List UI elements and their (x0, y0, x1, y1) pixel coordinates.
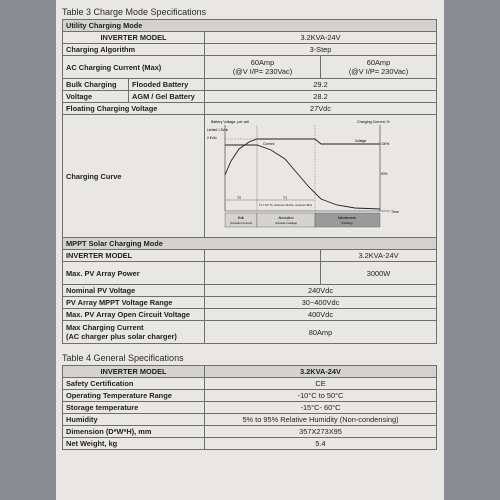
max-charging-label-line1: Max Charging Current (66, 323, 144, 332)
mppt-model-value: 3.2KVA-24V (321, 250, 437, 262)
charging-curve-diagram (205, 117, 435, 233)
ac-current-value-a (205, 56, 321, 79)
table4-model-value: 3.2KVA-24V (205, 366, 437, 378)
table-row (63, 250, 437, 262)
flooded-battery-label: Flooded Battery (129, 79, 205, 91)
voltage-curve (225, 139, 380, 175)
table-row (63, 20, 437, 32)
ac-current-b-amp: 60Amp (366, 58, 391, 67)
table3-caption: Table 3 Charge Mode Specifications (62, 7, 207, 17)
storage-temp-label: Storage temperature (63, 402, 205, 414)
y-left-title: Battery Voltage, per cell (211, 120, 249, 124)
table-row (63, 378, 437, 390)
charging-curve-label: Charging Curve (63, 115, 205, 238)
table-row (63, 32, 437, 44)
ac-current-label: AC Charging Current (Max) (63, 56, 205, 79)
table-row (63, 438, 437, 450)
phase-maintenance-sub: (Floating) (341, 222, 353, 225)
max-pv-power-label: Max. PV Array Power (63, 262, 205, 285)
table4-caption: Table 4 General Specifications (62, 353, 184, 363)
weight-label: Net Weight, kg (63, 438, 205, 450)
table-row (63, 297, 437, 309)
mppt-mode-header: MPPT Solar Charging Mode (63, 238, 437, 250)
safety-label: Safety Certification (63, 378, 205, 390)
y-right-title: Charging Current, % (357, 120, 390, 124)
current-curve (225, 145, 380, 209)
table-row (63, 44, 437, 56)
table-row (63, 390, 437, 402)
t0-label: T0 (237, 196, 241, 200)
phase-maintenance-label: Maintenance (337, 216, 357, 220)
floating-voltage-label: Floating Charging Voltage (63, 103, 205, 115)
tick-right-50: 50% (381, 172, 388, 176)
mppt-range-value: 30~400Vdc (205, 297, 437, 309)
table-row (63, 309, 437, 321)
voltage-curve-label: Voltage (355, 139, 367, 143)
table-row (63, 402, 437, 414)
table4-model-label: INVERTER MODEL (63, 366, 205, 378)
humidity-value: 5% to 95% Relative Humidity (Non-condensing) (205, 414, 437, 426)
max-charging-value: 80Amp (205, 321, 437, 344)
charging-curve-cell (205, 115, 437, 238)
phase-bulk-label: Bulk (237, 216, 245, 220)
table-row (63, 366, 437, 378)
table-row (63, 321, 437, 344)
nominal-pv-label: Nominal PV Voltage (63, 285, 205, 297)
op-temp-value: -10°C to 50°C (205, 390, 437, 402)
utility-mode-header: Utility Charging Mode (63, 20, 437, 32)
inverter-model-label: INVERTER MODEL (63, 32, 205, 44)
t1-label: T1 (283, 196, 287, 200)
table-row (63, 238, 437, 250)
table-row (63, 115, 437, 238)
document-page (56, 0, 444, 500)
open-circuit-value: 400Vdc (205, 309, 437, 321)
table-row (63, 79, 437, 91)
dimension-label: Dimension (D*W*H), mm (63, 426, 205, 438)
storage-temp-value: -15°C- 60°C (205, 402, 437, 414)
max-charging-label (63, 321, 205, 344)
charging-algorithm-value: 3-Step (205, 44, 437, 56)
table-row (63, 56, 437, 79)
agm-gel-battery-label: AGM / Gel Battery (129, 91, 205, 103)
table-row (63, 262, 437, 285)
op-temp-label: Operating Temperature Range (63, 390, 205, 402)
mppt-model-label: INVERTER MODEL (63, 250, 205, 262)
charging-algorithm-label: Charging Algorithm (63, 44, 205, 56)
phase-bulk-sub: (Constant Current) (229, 222, 253, 225)
nominal-pv-value: 240Vdc (205, 285, 437, 297)
table-row (63, 426, 437, 438)
open-circuit-label: Max. PV Array Open Circuit Voltage (63, 309, 205, 321)
bulk-charging-label: Bulk Charging (63, 79, 129, 91)
humidity-label: Humidity (63, 414, 205, 426)
ac-current-b-condition: (@V I/P= 230Vac) (348, 67, 409, 76)
tick-right-100: 100% (381, 142, 390, 146)
max-pv-power-value: 3000W (321, 262, 437, 285)
agm-gel-battery-value: 28.2 (205, 91, 437, 103)
bulk-voltage-label: Voltage (63, 91, 129, 103)
table-row (63, 91, 437, 103)
flooded-battery-value: 29.2 (205, 79, 437, 91)
table-row (63, 103, 437, 115)
table-row (63, 285, 437, 297)
ac-current-a-condition: (@V I/P= 230Vac) (232, 67, 293, 76)
current-curve-label: Current (263, 142, 275, 146)
floating-voltage-value: 27Vdc (205, 103, 437, 115)
weight-value: 5.4 (205, 438, 437, 450)
mppt-range-label: PV Array MPPT Voltage Range (63, 297, 205, 309)
tick-left-2v4: 2.4Vdc (207, 136, 217, 140)
tick-left-limited: Limited 1.8Vdc (207, 128, 229, 132)
inverter-model-value: 3.2KVA-24V (205, 32, 437, 44)
time-axis-label: Time (391, 210, 399, 214)
ac-current-a-amp: 60Amp (250, 58, 275, 67)
phase-absorption-label: Absorption (278, 216, 294, 220)
safety-value: CE (205, 378, 437, 390)
table-row (63, 414, 437, 426)
phase-absorption-sub: (Constant Voltage) (274, 222, 298, 225)
t1-formula: T1 = 10* T0, minimum 10mins, maximum 8hrs (259, 204, 313, 207)
general-spec-table (62, 365, 437, 450)
max-charging-label-line2: (AC charger plus solar charger) (66, 332, 177, 341)
dimension-value: 357X273X95 (205, 426, 437, 438)
charge-mode-table (62, 19, 437, 344)
ac-current-value-b (321, 56, 437, 79)
